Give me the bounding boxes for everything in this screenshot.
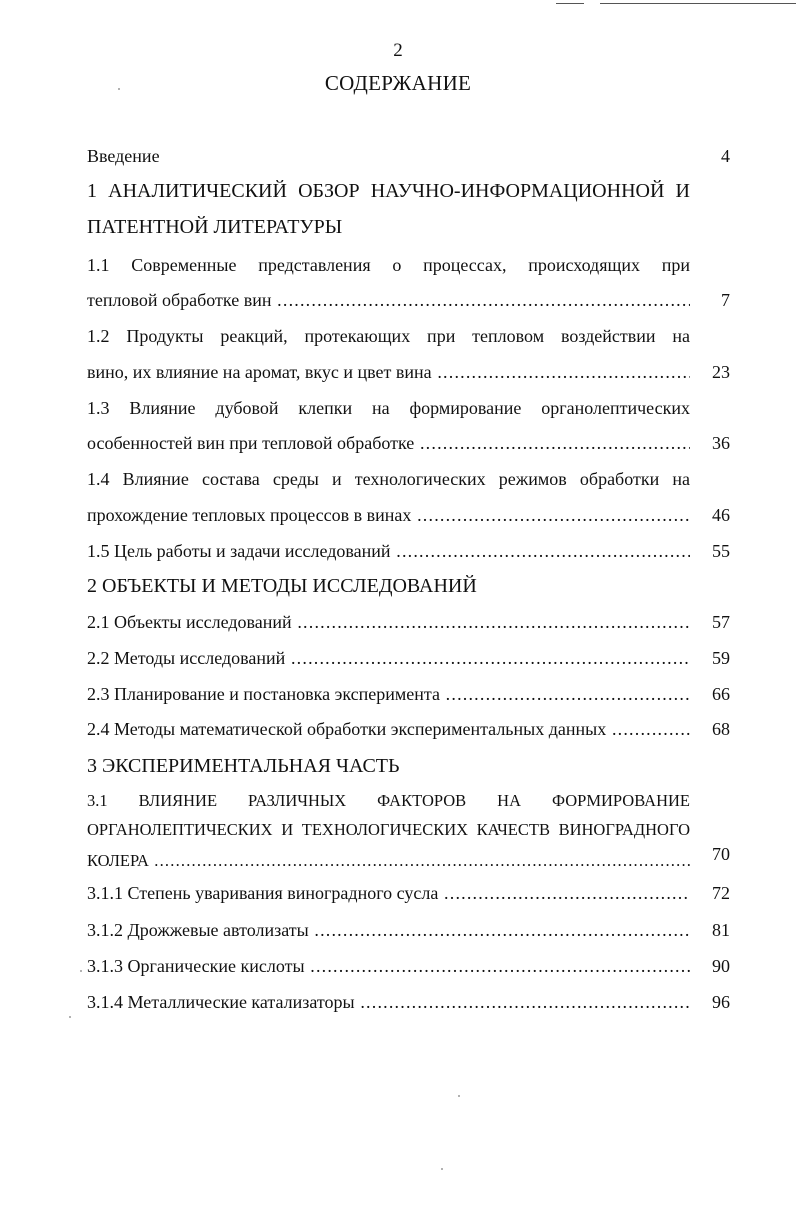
toc-section-3-1-2: 3.1.2 Дрожжевые автолизаты ..... <box>87 915 690 945</box>
toc-section-3-1-3: 3.1.3 Органические кислоты ..... <box>87 951 690 981</box>
toc-section-2-2: 2.2 Методы исследований ..... <box>87 643 690 673</box>
toc-entry-intro: Введение <box>87 146 160 166</box>
toc-page-3-1: 70 <box>712 844 730 864</box>
toc-chapter-1-line1: 1 АНАЛИТИЧЕСКИЙ ОБЗОР НАУЧНО-ИНФОРМАЦИОННОЙ И <box>87 180 690 202</box>
toc-section-1-3-line2: особенностей вин при тепловой обработке ..... <box>87 428 690 458</box>
scan-speck <box>69 1016 71 1018</box>
toc-chapter-2: 2 ОБЪЕКТЫ И МЕТОДЫ ИССЛЕДОВАНИЙ <box>87 575 477 597</box>
toc-page-3-1-1: 72 <box>712 883 730 903</box>
scan-border-line <box>600 3 796 4</box>
toc-section-1-3-line1: 1.3 Влияние дубовой клепки на формирование органолептических <box>87 398 690 418</box>
toc-section-3-1-line2: ОРГАНОЛЕПТИЧЕСКИХ И ТЕХНОЛОГИЧЕСКИХ КАЧЕСТВ ВИНОГРАДНОГО <box>87 820 690 839</box>
toc-section-1-4-line1: 1.4 Влияние состава среды и технологических режимов обработки на <box>87 469 690 489</box>
page-number: 2 <box>393 40 403 61</box>
toc-section-3-1-line1: 3.1 ВЛИЯНИЕ РАЗЛИЧНЫХ ФАКТОРОВ НА ФОРМИРОВАНИЕ <box>87 791 690 810</box>
toc-page-1-1: 7 <box>721 290 730 310</box>
toc-page-1-4: 46 <box>712 505 730 525</box>
toc-chapter-1-line2: ПАТЕНТНОЙ ЛИТЕРАТУРЫ <box>87 216 343 238</box>
toc-section-1-2-line2: вино, их влияние на аромат, вкус и цвет вина ..... <box>87 357 690 387</box>
toc-page-1-5: 55 <box>712 541 730 561</box>
toc-section-2-3: 2.3 Планирование и постановка эксперимента ..... <box>87 679 690 709</box>
toc-section-2-4: 2.4 Методы математической обработки экспериментальных данных ..... <box>87 714 690 744</box>
page-title: СОДЕРЖАНИЕ <box>324 71 472 95</box>
toc-page-3-1-3: 90 <box>712 956 730 976</box>
toc-page-3-1-2: 81 <box>712 920 730 940</box>
toc-section-1-2-line1: 1.2 Продукты реакций, протекающих при тепловом воздействии на <box>87 326 690 346</box>
toc-section-1-5: 1.5 Цель работы и задачи исследований ..... <box>87 536 690 566</box>
toc-section-3-1-1: 3.1.1 Степень уваривания виноградного сусла ..... <box>87 878 690 908</box>
scan-border-line <box>556 3 584 4</box>
scan-speck <box>80 970 82 972</box>
scan-speck <box>458 1095 460 1097</box>
scan-speck <box>441 1168 443 1170</box>
toc-section-3-1-4: 3.1.4 Металлические катализаторы ..... <box>87 987 690 1017</box>
toc-page-2-4: 68 <box>712 719 730 739</box>
toc-section-1-1-line2: тепловой обработке вин ..... <box>87 285 690 315</box>
toc-page-2-1: 57 <box>712 612 730 632</box>
toc-section-3-1-line3: КОЛЕРА ..... <box>87 846 690 876</box>
toc-chapter-3: 3 ЭКСПЕРИМЕНТАЛЬНАЯ ЧАСТЬ <box>87 755 400 777</box>
toc-page-3-1-4: 96 <box>712 992 730 1012</box>
toc-section-1-4-line2: прохождение тепловых процессов в винах ..... <box>87 500 690 530</box>
toc-page-intro: 4 <box>721 146 730 166</box>
toc-page-1-2: 23 <box>712 362 730 382</box>
toc-section-1-1-line1: 1.1 Современные представления о процессах, происходящих при <box>87 255 690 275</box>
toc-page-1-3: 36 <box>712 433 730 453</box>
toc-page-2-2: 59 <box>712 648 730 668</box>
toc-page-2-3: 66 <box>712 684 730 704</box>
toc-section-2-1: 2.1 Объекты исследований ..... <box>87 607 690 637</box>
